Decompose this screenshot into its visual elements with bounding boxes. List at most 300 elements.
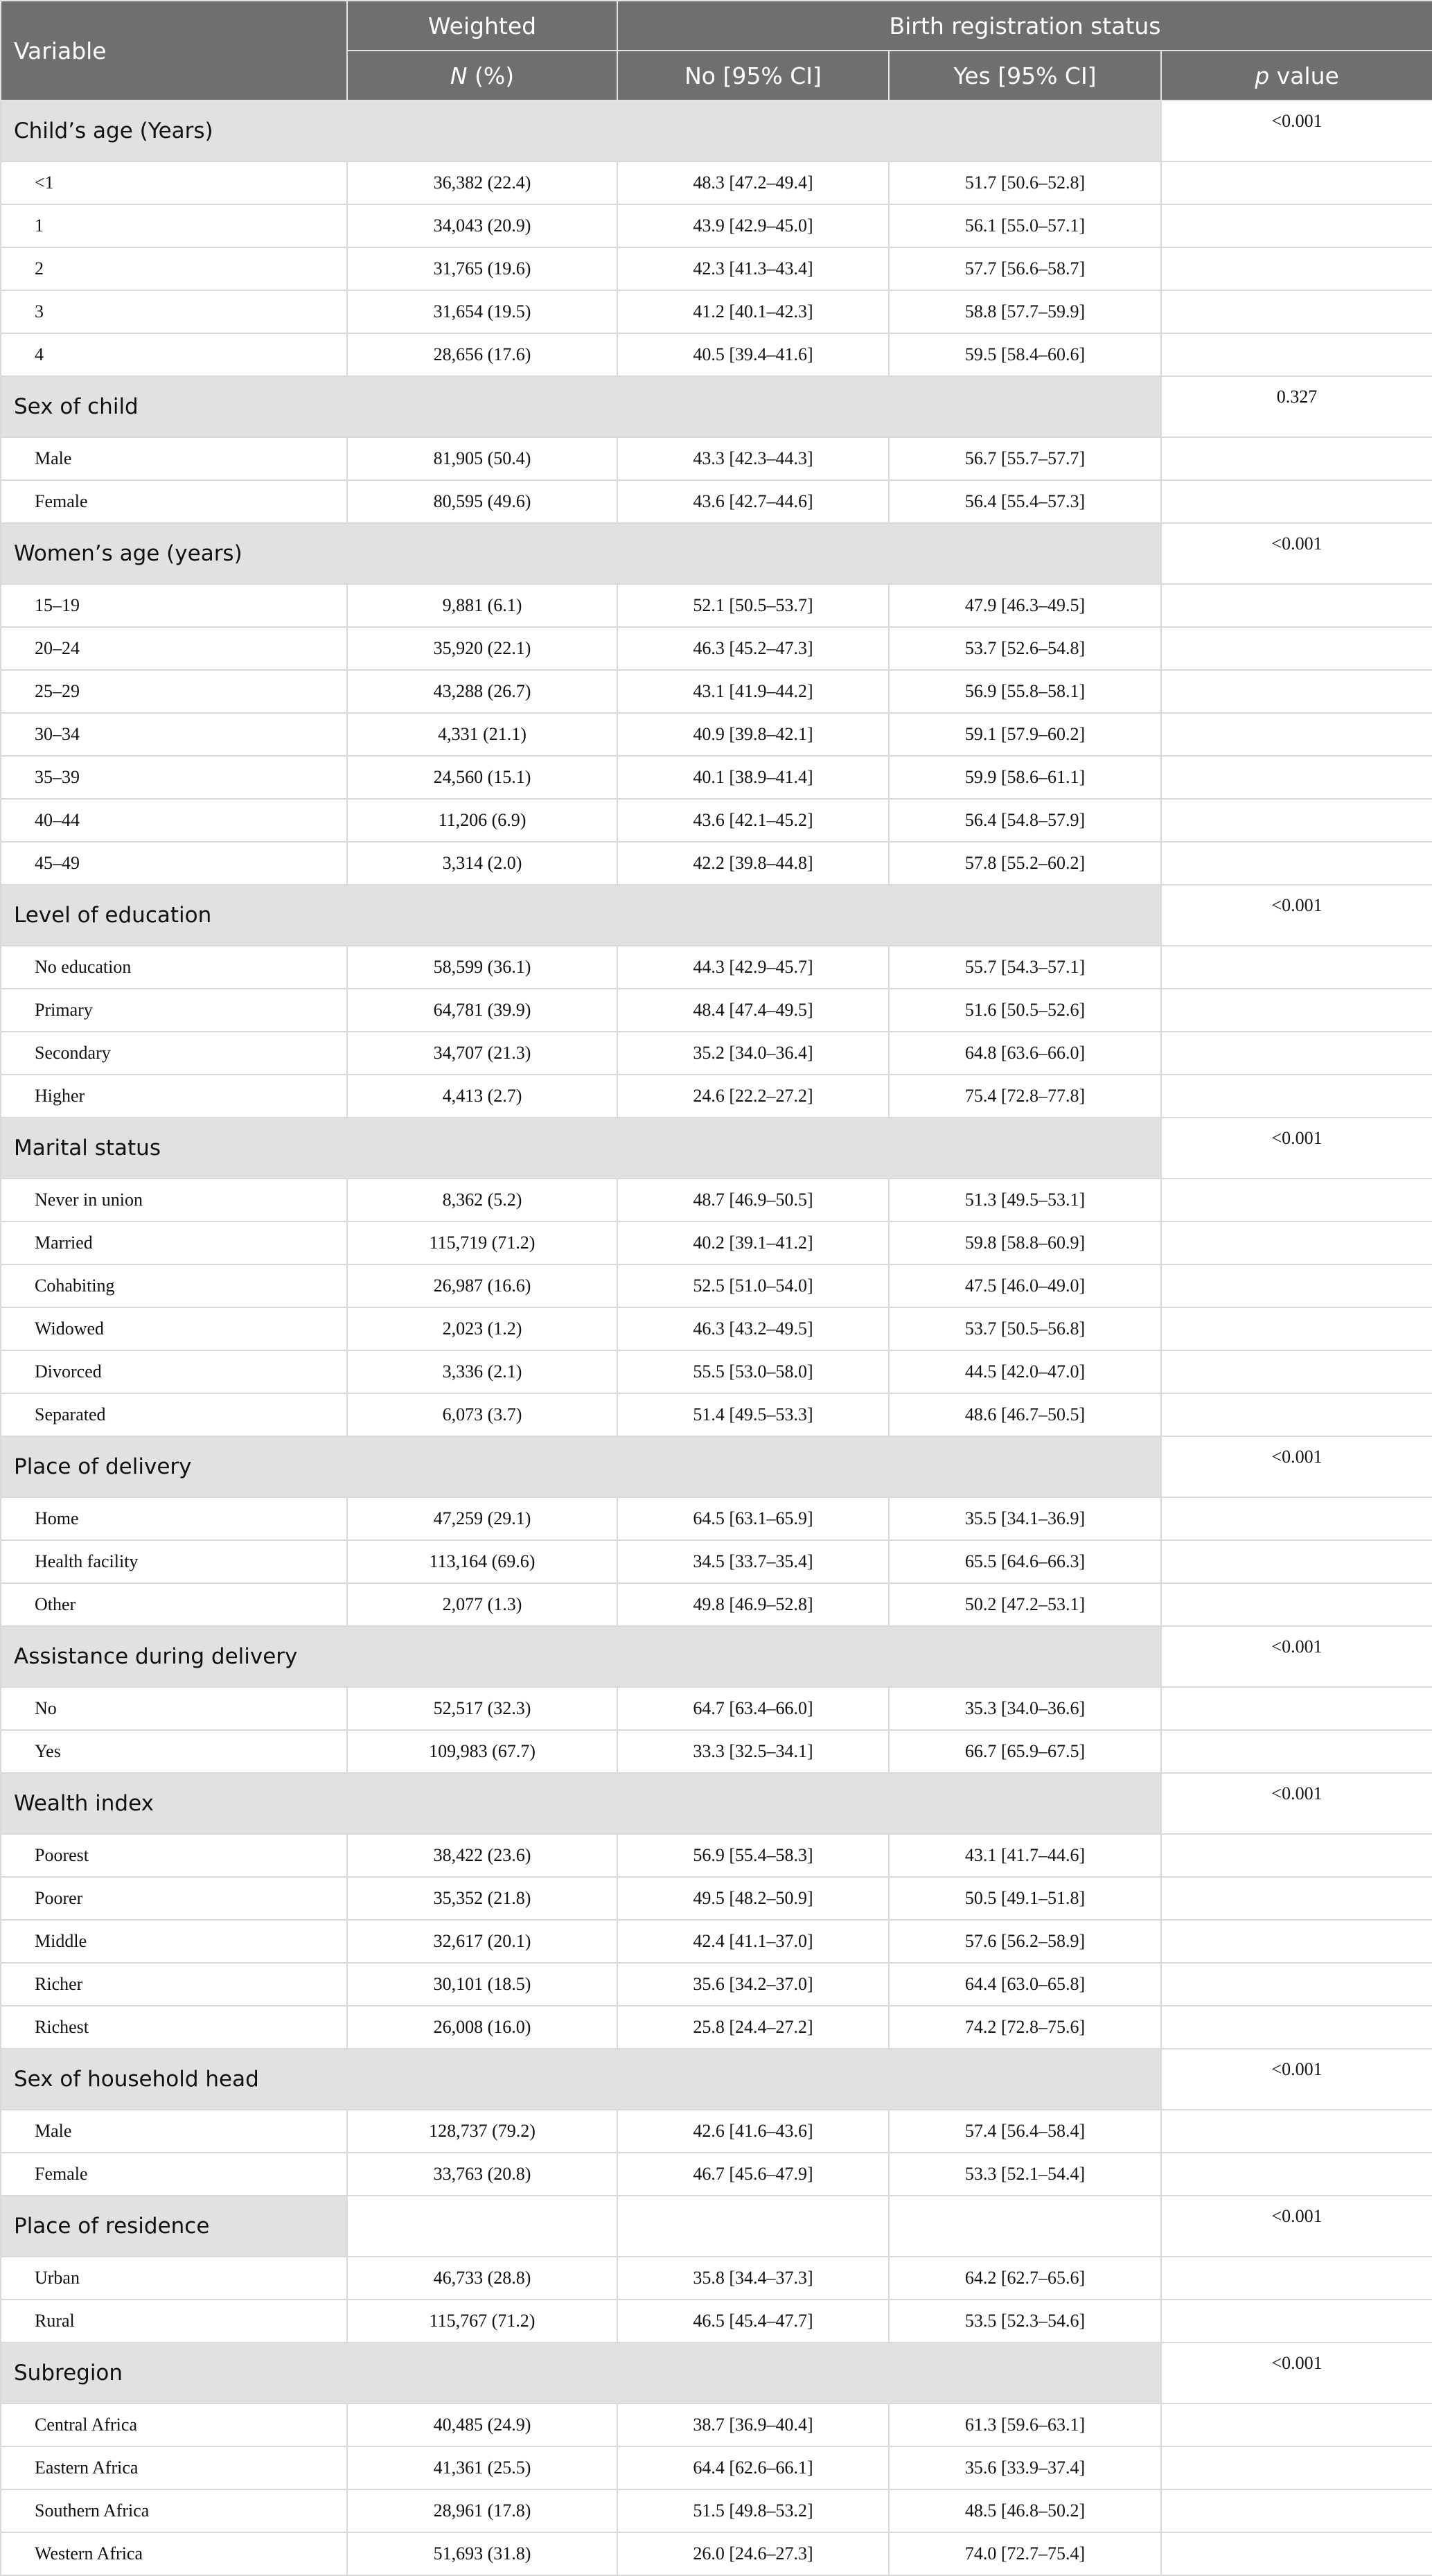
row-p-value-empty (1161, 1393, 1432, 1436)
row-yes-ci: 75.4 [72.8–77.8] (889, 1075, 1161, 1118)
row-no-ci: 42.2 [39.8–44.8] (617, 842, 889, 885)
table-row (1, 437, 1432, 480)
group-header-row (1, 885, 1432, 946)
row-weighted-n: 3,314 (2.0) (347, 842, 617, 885)
row-yes-ci: 74.0 [72.7–75.4] (889, 2532, 1161, 2575)
group-header-row (1, 1436, 1432, 1497)
group-title: Sex of household head (1, 2049, 1161, 2110)
row-label: Home (1, 1497, 347, 1540)
row-weighted-n: 34,043 (20.9) (347, 204, 617, 247)
row-no-ci: 46.7 [45.6–47.9] (617, 2153, 889, 2196)
row-p-value-empty (1161, 1497, 1432, 1540)
group-title: Women’s age (years) (1, 523, 1161, 584)
table-row (1, 1350, 1432, 1393)
header-p-rest: value (1269, 62, 1339, 89)
row-weighted-n: 32,617 (20.1) (347, 1920, 617, 1963)
empty-cell (347, 2196, 617, 2257)
group-header-row (1, 376, 1432, 437)
row-no-ci: 42.4 [41.1–37.0] (617, 1920, 889, 1963)
row-weighted-n: 6,073 (3.7) (347, 1393, 617, 1436)
row-label: Poorest (1, 1834, 347, 1877)
row-yes-ci: 57.4 [56.4–58.4] (889, 2110, 1161, 2153)
table-row (1, 1497, 1432, 1540)
row-p-value-empty (1161, 989, 1432, 1032)
row-no-ci: 40.1 [38.9–41.4] (617, 756, 889, 799)
row-label: Separated (1, 1393, 347, 1436)
row-yes-ci: 56.1 [55.0–57.1] (889, 204, 1161, 247)
row-no-ci: 33.3 [32.5–34.1] (617, 1730, 889, 1773)
row-weighted-n: 4,331 (21.1) (347, 713, 617, 756)
row-label: <1 (1, 161, 347, 204)
table-row (1, 2300, 1432, 2343)
table-row (1, 161, 1432, 204)
row-yes-ci: 53.7 [52.6–54.8] (889, 627, 1161, 670)
group-p-value: <0.001 (1161, 1626, 1432, 1687)
row-weighted-n: 80,595 (49.6) (347, 480, 617, 523)
row-weighted-n: 26,987 (16.6) (347, 1264, 617, 1307)
group-p-value: <0.001 (1161, 1118, 1432, 1179)
header-n-rest: (%) (467, 62, 515, 89)
row-yes-ci: 35.6 [33.9–37.4] (889, 2446, 1161, 2489)
row-label: Cohabiting (1, 1264, 347, 1307)
table-row (1, 627, 1432, 670)
row-no-ci: 40.9 [39.8–42.1] (617, 713, 889, 756)
row-no-ci: 42.6 [41.6–43.6] (617, 2110, 889, 2153)
row-no-ci: 43.6 [42.7–44.6] (617, 480, 889, 523)
table-row (1, 2257, 1432, 2300)
row-label: Central Africa (1, 2403, 347, 2446)
row-p-value-empty (1161, 2446, 1432, 2489)
table-row (1, 1730, 1432, 1773)
row-p-value-empty (1161, 1583, 1432, 1626)
table-row (1, 2006, 1432, 2049)
row-yes-ci: 65.5 [64.6–66.3] (889, 1540, 1161, 1583)
row-yes-ci: 59.9 [58.6–61.1] (889, 756, 1161, 799)
header-variable: Variable (1, 1, 347, 100)
row-yes-ci: 57.6 [56.2–58.9] (889, 1920, 1161, 1963)
row-p-value-empty (1161, 204, 1432, 247)
row-yes-ci: 58.8 [57.7–59.9] (889, 290, 1161, 333)
row-yes-ci: 53.5 [52.3–54.6] (889, 2300, 1161, 2343)
row-no-ci: 64.4 [62.6–66.1] (617, 2446, 889, 2489)
row-label: 40–44 (1, 799, 347, 842)
table-row (1, 1920, 1432, 1963)
row-no-ci: 35.8 [34.4–37.3] (617, 2257, 889, 2300)
row-p-value-empty (1161, 584, 1432, 627)
row-yes-ci: 53.3 [52.1–54.4] (889, 2153, 1161, 2196)
group-title: Assistance during delivery (1, 1626, 1161, 1687)
row-label: Male (1, 2110, 347, 2153)
row-label: Richest (1, 2006, 347, 2049)
group-header-row (1, 100, 1432, 161)
group-title: Place of delivery (1, 1436, 1161, 1497)
row-yes-ci: 59.8 [58.8–60.9] (889, 1221, 1161, 1264)
row-label: No education (1, 946, 347, 989)
group-p-value: <0.001 (1161, 2196, 1432, 2257)
group-header-row (1, 2343, 1432, 2403)
row-label: Higher (1, 1075, 347, 1118)
row-weighted-n: 2,023 (1.2) (347, 1307, 617, 1350)
row-yes-ci: 64.2 [62.7–65.6] (889, 2257, 1161, 2300)
row-label: 35–39 (1, 756, 347, 799)
group-header-row (1, 2049, 1432, 2110)
row-no-ci: 43.9 [42.9–45.0] (617, 204, 889, 247)
group-p-value: <0.001 (1161, 2049, 1432, 2110)
row-no-ci: 35.2 [34.0–36.4] (617, 1032, 889, 1075)
row-weighted-n: 2,077 (1.3) (347, 1583, 617, 1626)
row-weighted-n: 8,362 (5.2) (347, 1179, 617, 1221)
row-p-value-empty (1161, 2153, 1432, 2196)
row-label: 2 (1, 247, 347, 290)
row-no-ci: 43.1 [41.9–44.2] (617, 670, 889, 713)
row-yes-ci: 47.5 [46.0–49.0] (889, 1264, 1161, 1307)
row-label: Middle (1, 1920, 347, 1963)
row-weighted-n: 46,733 (28.8) (347, 2257, 617, 2300)
row-no-ci: 48.3 [47.2–49.4] (617, 161, 889, 204)
table-row (1, 1075, 1432, 1118)
row-label: Secondary (1, 1032, 347, 1075)
row-yes-ci: 48.6 [46.7–50.5] (889, 1393, 1161, 1436)
table-row (1, 1393, 1432, 1436)
row-weighted-n: 113,164 (69.6) (347, 1540, 617, 1583)
row-no-ci: 48.7 [46.9–50.5] (617, 1179, 889, 1221)
row-no-ci: 35.6 [34.2–37.0] (617, 1963, 889, 2006)
row-weighted-n: 115,719 (71.2) (347, 1221, 617, 1264)
row-label: 4 (1, 333, 347, 376)
row-yes-ci: 35.5 [34.1–36.9] (889, 1497, 1161, 1540)
table-row (1, 1221, 1432, 1264)
row-no-ci: 38.7 [36.9–40.4] (617, 2403, 889, 2446)
table-row (1, 333, 1432, 376)
row-no-ci: 52.1 [50.5–53.7] (617, 584, 889, 627)
row-p-value-empty (1161, 670, 1432, 713)
row-label: 25–29 (1, 670, 347, 713)
row-no-ci: 43.3 [42.3–44.3] (617, 437, 889, 480)
row-yes-ci: 59.1 [57.9–60.2] (889, 713, 1161, 756)
empty-cell (889, 2196, 1161, 2257)
row-yes-ci: 44.5 [42.0–47.0] (889, 1350, 1161, 1393)
row-yes-ci: 53.7 [50.5–56.8] (889, 1307, 1161, 1350)
row-p-value-empty (1161, 1075, 1432, 1118)
row-p-value-empty (1161, 713, 1432, 756)
row-label: Yes (1, 1730, 347, 1773)
row-yes-ci: 51.6 [50.5–52.6] (889, 989, 1161, 1032)
table-row (1, 1264, 1432, 1307)
table-row (1, 290, 1432, 333)
row-label: Married (1, 1221, 347, 1264)
row-no-ci: 49.8 [46.9–52.8] (617, 1583, 889, 1626)
row-label: 30–34 (1, 713, 347, 756)
row-p-value-empty (1161, 1221, 1432, 1264)
table-row (1, 989, 1432, 1032)
row-p-value-empty (1161, 1877, 1432, 1920)
table-row (1, 756, 1432, 799)
row-weighted-n: 40,485 (24.9) (347, 2403, 617, 2446)
header-p-value (1161, 51, 1432, 100)
table-row (1, 1687, 1432, 1730)
row-p-value-empty (1161, 2006, 1432, 2049)
row-no-ci: 42.3 [41.3–43.4] (617, 247, 889, 290)
row-weighted-n: 47,259 (29.1) (347, 1497, 617, 1540)
table-row (1, 2532, 1432, 2575)
row-weighted-n: 4,413 (2.7) (347, 1075, 617, 1118)
row-weighted-n: 51,693 (31.8) (347, 2532, 617, 2575)
row-p-value-empty (1161, 2300, 1432, 2343)
table-row (1, 1877, 1432, 1920)
row-p-value-empty (1161, 1264, 1432, 1307)
table-row (1, 1032, 1432, 1075)
row-p-value-empty (1161, 1920, 1432, 1963)
row-yes-ci: 48.5 [46.8–50.2] (889, 2489, 1161, 2532)
row-no-ci: 64.5 [63.1–65.9] (617, 1497, 889, 1540)
group-p-value: <0.001 (1161, 1773, 1432, 1834)
row-yes-ci: 56.9 [55.8–58.1] (889, 670, 1161, 713)
row-p-value-empty (1161, 2532, 1432, 2575)
row-label: Widowed (1, 1307, 347, 1350)
row-p-value-empty (1161, 437, 1432, 480)
header-yes-ci: Yes [95% CI] (889, 51, 1161, 100)
row-p-value-empty (1161, 333, 1432, 376)
row-weighted-n: 9,881 (6.1) (347, 584, 617, 627)
row-weighted-n: 36,382 (22.4) (347, 161, 617, 204)
table-row (1, 670, 1432, 713)
row-weighted-n: 109,983 (67.7) (347, 1730, 617, 1773)
row-no-ci: 40.2 [39.1–41.2] (617, 1221, 889, 1264)
row-no-ci: 64.7 [63.4–66.0] (617, 1687, 889, 1730)
group-title: Place of residence (1, 2196, 347, 2257)
row-weighted-n: 30,101 (18.5) (347, 1963, 617, 2006)
table-row (1, 1834, 1432, 1877)
table-body (1, 100, 1432, 2575)
row-no-ci: 55.5 [53.0–58.0] (617, 1350, 889, 1393)
group-p-value: <0.001 (1161, 100, 1432, 161)
row-yes-ci: 56.4 [55.4–57.3] (889, 480, 1161, 523)
row-p-value-empty (1161, 946, 1432, 989)
row-yes-ci: 35.3 [34.0–36.6] (889, 1687, 1161, 1730)
row-p-value-empty (1161, 1307, 1432, 1350)
group-title: Child’s age (Years) (1, 100, 1161, 161)
row-yes-ci: 50.5 [49.1–51.8] (889, 1877, 1161, 1920)
table-row (1, 204, 1432, 247)
header-n-percent (347, 51, 617, 100)
row-weighted-n: 38,422 (23.6) (347, 1834, 617, 1877)
row-p-value-empty (1161, 2257, 1432, 2300)
row-no-ci: 56.9 [55.4–58.3] (617, 1834, 889, 1877)
row-no-ci: 34.5 [33.7–35.4] (617, 1540, 889, 1583)
row-yes-ci: 57.8 [55.2–60.2] (889, 842, 1161, 885)
row-weighted-n: 24,560 (15.1) (347, 756, 617, 799)
table-row (1, 2489, 1432, 2532)
row-yes-ci: 61.3 [59.6–63.1] (889, 2403, 1161, 2446)
row-p-value-empty (1161, 627, 1432, 670)
row-no-ci: 24.6 [22.2–27.2] (617, 1075, 889, 1118)
group-p-value: <0.001 (1161, 523, 1432, 584)
row-no-ci: 46.5 [45.4–47.7] (617, 2300, 889, 2343)
row-p-value-empty (1161, 1687, 1432, 1730)
table-row (1, 1179, 1432, 1221)
row-no-ci: 48.4 [47.4–49.5] (617, 989, 889, 1032)
group-title: Wealth index (1, 1773, 1161, 1834)
header-row-1 (1, 1, 1432, 51)
row-p-value-empty (1161, 2489, 1432, 2532)
row-label: 45–49 (1, 842, 347, 885)
table-row (1, 1583, 1432, 1626)
group-title: Level of education (1, 885, 1161, 946)
row-no-ci: 26.0 [24.6–27.3] (617, 2532, 889, 2575)
header-weighted: Weighted (347, 1, 617, 51)
row-no-ci: 40.5 [39.4–41.6] (617, 333, 889, 376)
row-p-value-empty (1161, 2110, 1432, 2153)
row-label: Other (1, 1583, 347, 1626)
row-yes-ci: 56.7 [55.7–57.7] (889, 437, 1161, 480)
table-row (1, 799, 1432, 842)
row-weighted-n: 64,781 (39.9) (347, 989, 617, 1032)
table-row (1, 2403, 1432, 2446)
table-row (1, 842, 1432, 885)
row-yes-ci: 43.1 [41.7–44.6] (889, 1834, 1161, 1877)
row-weighted-n: 35,920 (22.1) (347, 627, 617, 670)
row-p-value-empty (1161, 1963, 1432, 2006)
row-label: Rural (1, 2300, 347, 2343)
row-label: Poorer (1, 1877, 347, 1920)
group-p-value: <0.001 (1161, 1436, 1432, 1497)
row-p-value-empty (1161, 1730, 1432, 1773)
table-row (1, 247, 1432, 290)
group-header-row (1, 2196, 1432, 2257)
row-no-ci: 46.3 [43.2–49.5] (617, 1307, 889, 1350)
group-header-row (1, 523, 1432, 584)
row-p-value-empty (1161, 290, 1432, 333)
row-no-ci: 41.2 [40.1–42.3] (617, 290, 889, 333)
row-yes-ci: 50.2 [47.2–53.1] (889, 1583, 1161, 1626)
row-yes-ci: 57.7 [56.6–58.7] (889, 247, 1161, 290)
row-p-value-empty (1161, 247, 1432, 290)
row-no-ci: 43.6 [42.1–45.2] (617, 799, 889, 842)
row-p-value-empty (1161, 1834, 1432, 1877)
row-p-value-empty (1161, 1350, 1432, 1393)
row-yes-ci: 51.3 [49.5–53.1] (889, 1179, 1161, 1221)
group-p-value: 0.327 (1161, 376, 1432, 437)
row-weighted-n: 58,599 (36.1) (347, 946, 617, 989)
group-title: Marital status (1, 1118, 1161, 1179)
row-label: Southern Africa (1, 2489, 347, 2532)
group-title: Subregion (1, 2343, 1161, 2403)
row-weighted-n: 34,707 (21.3) (347, 1032, 617, 1075)
row-label: Richer (1, 1963, 347, 2006)
row-yes-ci: 66.7 [65.9–67.5] (889, 1730, 1161, 1773)
row-weighted-n: 52,517 (32.3) (347, 1687, 617, 1730)
group-p-value: <0.001 (1161, 2343, 1432, 2403)
row-label: 3 (1, 290, 347, 333)
group-header-row (1, 1118, 1432, 1179)
row-label: Eastern Africa (1, 2446, 347, 2489)
row-weighted-n: 115,767 (71.2) (347, 2300, 617, 2343)
row-no-ci: 46.3 [45.2–47.3] (617, 627, 889, 670)
table-row (1, 2110, 1432, 2153)
table-header (1, 1, 1432, 100)
row-weighted-n: 28,961 (17.8) (347, 2489, 617, 2532)
row-p-value-empty (1161, 1179, 1432, 1221)
header-no-ci: No [95% CI] (617, 51, 889, 100)
row-label: Male (1, 437, 347, 480)
row-weighted-n: 35,352 (21.8) (347, 1877, 617, 1920)
row-label: Primary (1, 989, 347, 1032)
row-weighted-n: 26,008 (16.0) (347, 2006, 617, 2049)
row-label: Female (1, 2153, 347, 2196)
row-label: 1 (1, 204, 347, 247)
row-p-value-empty (1161, 756, 1432, 799)
table-row (1, 2446, 1432, 2489)
row-label: Urban (1, 2257, 347, 2300)
row-yes-ci: 47.9 [46.3–49.5] (889, 584, 1161, 627)
row-no-ci: 51.4 [49.5–53.3] (617, 1393, 889, 1436)
row-no-ci: 52.5 [51.0–54.0] (617, 1264, 889, 1307)
row-yes-ci: 55.7 [54.3–57.1] (889, 946, 1161, 989)
row-label: Divorced (1, 1350, 347, 1393)
row-p-value-empty (1161, 480, 1432, 523)
row-weighted-n: 3,336 (2.1) (347, 1350, 617, 1393)
row-weighted-n: 128,737 (79.2) (347, 2110, 617, 2153)
empty-cell (617, 2196, 889, 2257)
table-row (1, 584, 1432, 627)
row-p-value-empty (1161, 799, 1432, 842)
header-birth-registration-status: Birth registration status (617, 1, 1432, 51)
row-yes-ci: 59.5 [58.4–60.6] (889, 333, 1161, 376)
table-row (1, 1307, 1432, 1350)
row-no-ci: 49.5 [48.2–50.9] (617, 1877, 889, 1920)
row-weighted-n: 31,654 (19.5) (347, 290, 617, 333)
row-p-value-empty (1161, 1032, 1432, 1075)
row-label: 15–19 (1, 584, 347, 627)
row-yes-ci: 74.2 [72.8–75.6] (889, 2006, 1161, 2049)
row-label: Female (1, 480, 347, 523)
header-p-italic: p (1255, 62, 1270, 89)
row-yes-ci: 64.4 [63.0–65.8] (889, 1963, 1161, 2006)
row-weighted-n: 81,905 (50.4) (347, 437, 617, 480)
row-label: 20–24 (1, 627, 347, 670)
row-no-ci: 44.3 [42.9–45.7] (617, 946, 889, 989)
group-header-row (1, 1626, 1432, 1687)
table-row (1, 2153, 1432, 2196)
row-weighted-n: 28,656 (17.6) (347, 333, 617, 376)
table-row (1, 1963, 1432, 2006)
table-row (1, 1540, 1432, 1583)
row-yes-ci: 51.7 [50.6–52.8] (889, 161, 1161, 204)
row-p-value-empty (1161, 842, 1432, 885)
row-weighted-n: 33,763 (20.8) (347, 2153, 617, 2196)
row-p-value-empty (1161, 1540, 1432, 1583)
row-yes-ci: 64.8 [63.6–66.0] (889, 1032, 1161, 1075)
row-label: Health facility (1, 1540, 347, 1583)
row-weighted-n: 43,288 (26.7) (347, 670, 617, 713)
header-n-italic: N (450, 62, 468, 89)
group-header-row (1, 1773, 1432, 1834)
group-p-value: <0.001 (1161, 885, 1432, 946)
row-weighted-n: 41,361 (25.5) (347, 2446, 617, 2489)
row-no-ci: 25.8 [24.4–27.2] (617, 2006, 889, 2049)
table-row (1, 713, 1432, 756)
row-no-ci: 51.5 [49.8–53.2] (617, 2489, 889, 2532)
row-p-value-empty (1161, 161, 1432, 204)
row-label: Never in union (1, 1179, 347, 1221)
row-label: No (1, 1687, 347, 1730)
row-weighted-n: 31,765 (19.6) (347, 247, 617, 290)
row-label: Western Africa (1, 2532, 347, 2575)
group-title: Sex of child (1, 376, 1161, 437)
row-weighted-n: 11,206 (6.9) (347, 799, 617, 842)
row-yes-ci: 56.4 [54.8–57.9] (889, 799, 1161, 842)
table-row (1, 480, 1432, 523)
